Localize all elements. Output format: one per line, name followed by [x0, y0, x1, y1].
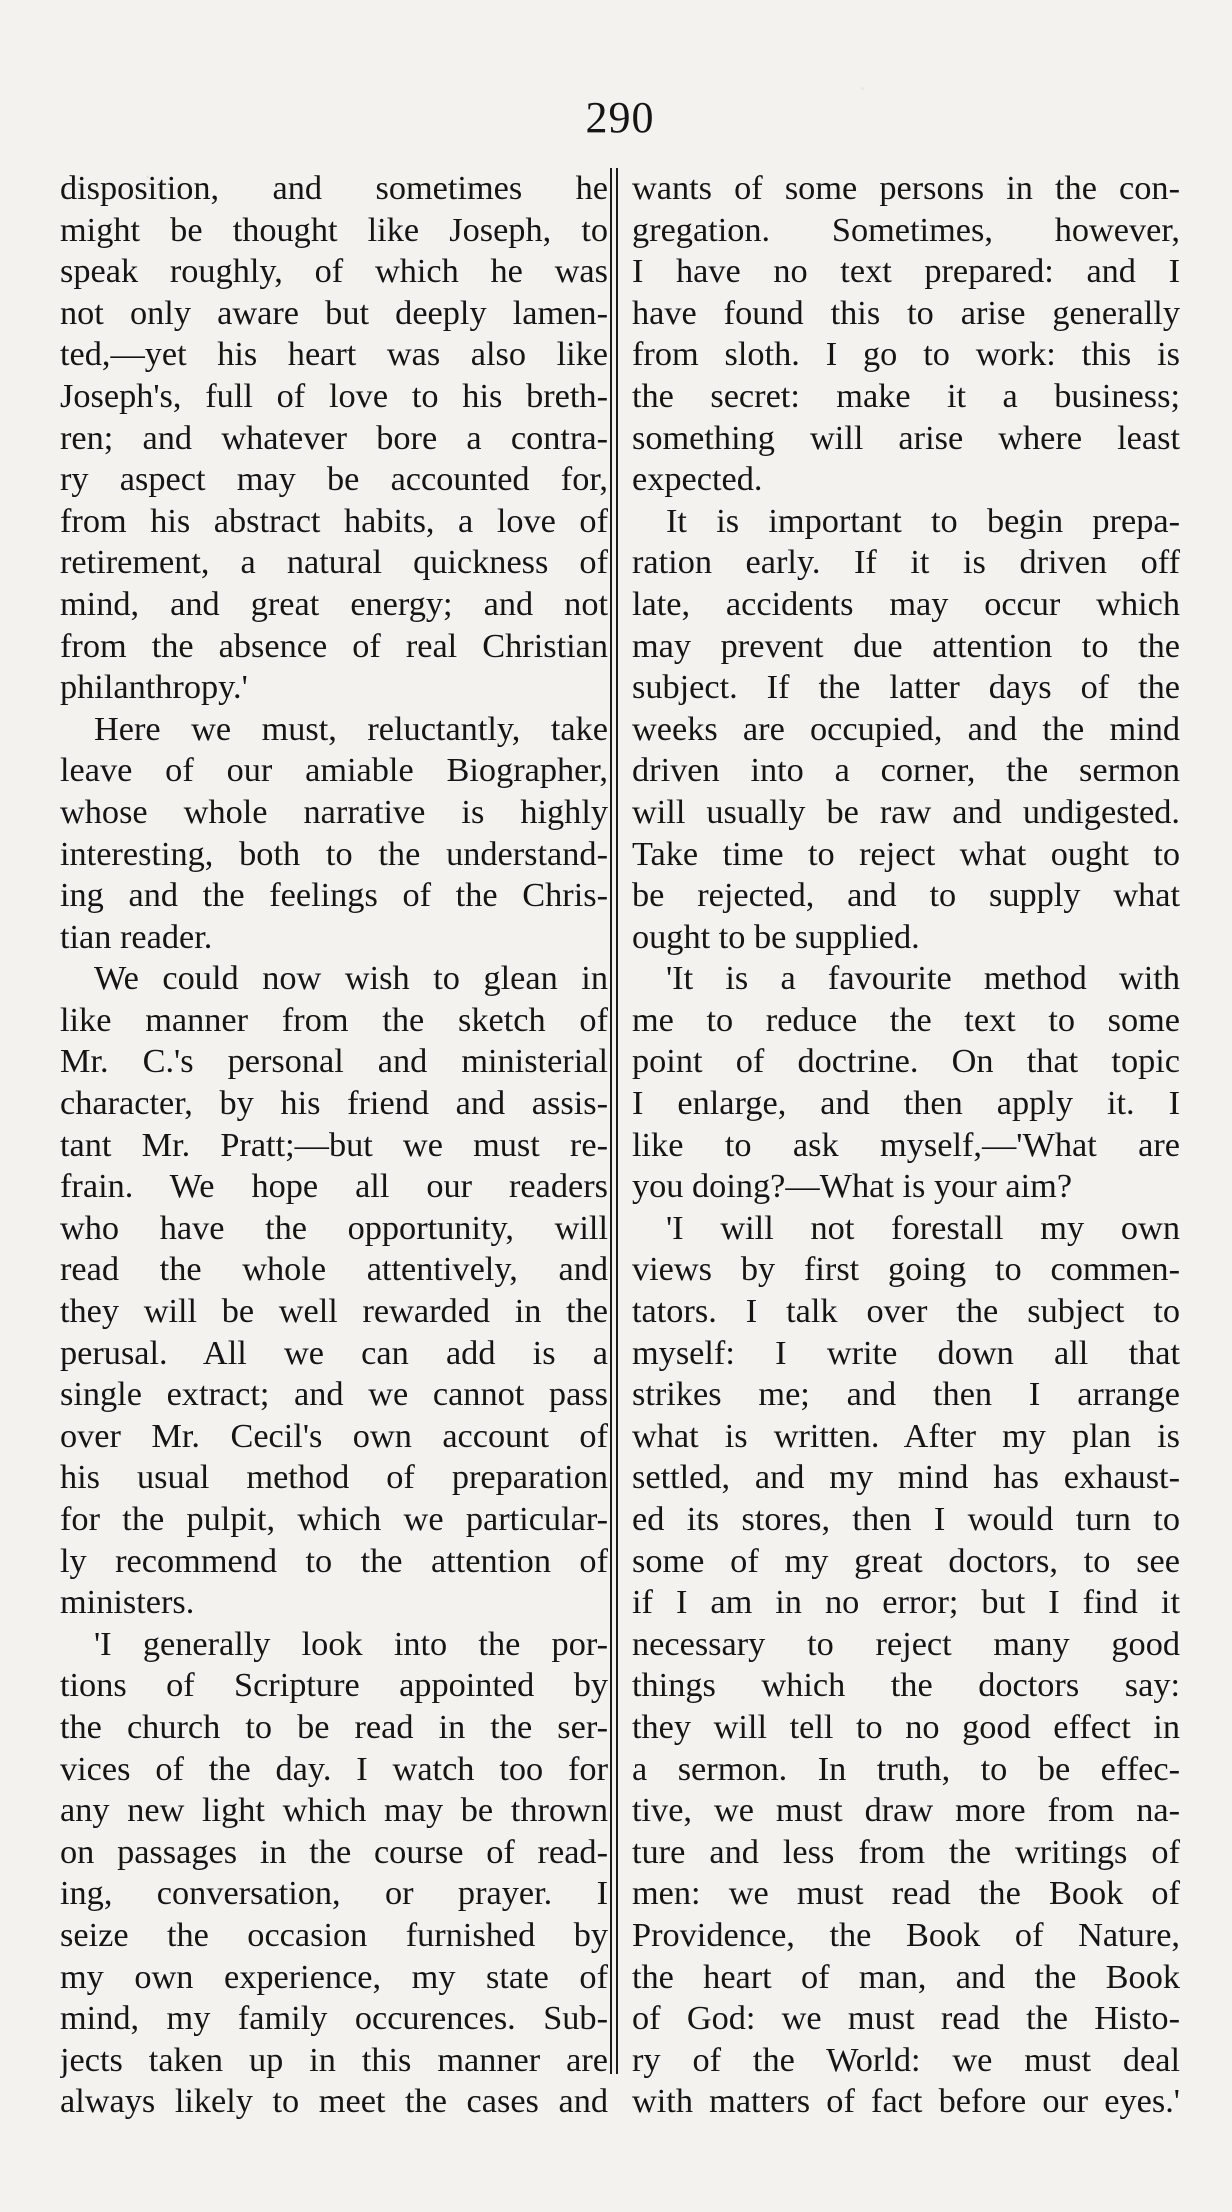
- text-line: gregation. Sometimes, however,: [632, 210, 1180, 249]
- text-line: ought to be supplied.: [632, 917, 920, 956]
- text-line: leave of our amiable Biographer,: [60, 751, 608, 790]
- text-line: if I am in no error; but I find it: [632, 1583, 1180, 1622]
- text-line: ed its stores, then I would turn to: [632, 1500, 1180, 1538]
- text-line: a sermon. In truth, to be effec-: [632, 1749, 1180, 1788]
- text-line: like to ask myself,—'What are: [632, 1125, 1180, 1164]
- left-text-column: [60, 168, 608, 2123]
- text-line: may prevent due attention to the: [632, 626, 1180, 665]
- text-line: the church to be read in the ser-: [60, 1707, 608, 1746]
- text-line: interesting, both to the understand-: [60, 834, 608, 873]
- text-line: weeks are occupied, and the mind: [632, 709, 1180, 748]
- text-line: mind, and great energy; and not: [60, 584, 608, 623]
- text-line: 'I will not forestall my own: [666, 1208, 1180, 1247]
- text-line: read the whole attentively, and: [60, 1250, 608, 1289]
- text-line: mind, my family occurences. Sub-: [60, 1999, 608, 2038]
- text-line: things which the doctors say:: [632, 1666, 1180, 1705]
- text-line: late, accidents may occur which: [632, 584, 1180, 623]
- text-line: men: we must read the Book of: [632, 1874, 1180, 1913]
- text-line: you doing?—What is your aim?: [632, 1167, 1073, 1206]
- text-line: I enlarge, and then apply it. I: [632, 1084, 1180, 1123]
- text-line: subject. If the latter days of the: [632, 668, 1180, 707]
- text-line: always likely to meet the cases and: [60, 2082, 608, 2121]
- text-line: views by first going to commen-: [632, 1250, 1180, 1289]
- right-text-column: [632, 168, 1180, 2123]
- text-line: 'It is a favourite method with: [666, 959, 1180, 998]
- column-divider-rule: [610, 168, 612, 2074]
- text-line: like manner from the sketch of: [60, 1000, 608, 1039]
- text-line: Joseph's, full of love to his breth-: [60, 376, 608, 415]
- text-line: they will be well rewarded in the: [60, 1292, 608, 1331]
- text-line: over Mr. Cecil's own account of: [60, 1416, 608, 1455]
- text-line: his usual method of preparation: [60, 1458, 608, 1497]
- text-line: on passages in the course of read-: [60, 1832, 608, 1871]
- text-line: be rejected, and to supply what: [632, 876, 1180, 915]
- text-line: ture and less from the writings of: [632, 1832, 1180, 1871]
- text-line: wants of some persons in the con-: [632, 169, 1180, 207]
- text-line: ing and the feelings of the Chris-: [60, 876, 608, 915]
- text-line: philanthropy.': [60, 668, 248, 707]
- text-line: strikes me; and then I arrange: [632, 1375, 1180, 1414]
- text-line: from his abstract habits, a love of: [60, 501, 608, 540]
- text-line: tive, we must draw more from na-: [632, 1791, 1180, 1830]
- text-line: what is written. After my plan is: [632, 1416, 1180, 1455]
- text-line: who have the opportunity, will: [60, 1208, 608, 1247]
- text-line: expected.: [632, 460, 763, 499]
- text-line: ry aspect may be accounted for,: [60, 460, 608, 499]
- text-line: necessary to reject many good: [632, 1624, 1180, 1663]
- text-line: me to reduce the text to some: [632, 1000, 1180, 1039]
- text-line: Providence, the Book of Nature,: [632, 1915, 1180, 1954]
- text-line: ted,—yet his heart was also like: [60, 335, 608, 374]
- text-line: ry of the World: we must deal: [632, 2040, 1180, 2079]
- text-line: single extract; and we cannot pass: [60, 1375, 608, 1414]
- text-line: retirement, a natural quickness of: [60, 543, 608, 582]
- text-line: my own experience, my state of: [60, 1957, 608, 1996]
- text-line: We could now wish to glean in: [94, 959, 608, 998]
- text-line: tions of Scripture appointed by: [60, 1666, 608, 1705]
- text-line: seize the occasion furnished by: [60, 1915, 608, 1954]
- text-line: tators. I talk over the subject to: [632, 1292, 1180, 1331]
- text-line: the heart of man, and the Book: [632, 1957, 1180, 1996]
- text-line: for the pulpit, which we particular-: [60, 1500, 608, 1538]
- text-line: some of my great doctors, to see: [632, 1541, 1180, 1580]
- text-line: settled, and my mind has exhaust-: [632, 1458, 1180, 1497]
- text-line: driven into a corner, the sermon: [632, 751, 1180, 790]
- text-line: frain. We hope all our readers: [60, 1167, 608, 1206]
- text-line: jects taken up in this manner are: [60, 2040, 608, 2079]
- text-line: tian reader.: [60, 917, 213, 956]
- text-line: It is important to begin prepa-: [666, 501, 1180, 540]
- text-line: ministers.: [60, 1583, 195, 1622]
- text-line: have found this to arise generally: [632, 293, 1180, 332]
- page-number: 290: [585, 93, 655, 142]
- text-line: might be thought like Joseph, to: [60, 210, 608, 249]
- text-line: perusal. All we can add is a: [60, 1333, 608, 1372]
- text-line: whose whole narrative is highly: [60, 792, 608, 831]
- text-line: of God: we must read the Histo-: [632, 1999, 1180, 2038]
- text-line: vices of the day. I watch too for: [60, 1749, 608, 1788]
- text-line: speak roughly, of which he was: [60, 252, 608, 291]
- text-line: ren; and whatever bore a contra-: [60, 418, 608, 457]
- text-line: not only aware but deeply lamen-: [60, 293, 608, 332]
- text-line: will usually be raw and undigested.: [632, 792, 1180, 831]
- text-line: I have no text prepared: and I: [632, 252, 1180, 291]
- text-line: myself: I write down all that: [632, 1333, 1180, 1372]
- text-line: with matters of fact before our eyes.': [632, 2082, 1180, 2121]
- text-line: Take time to reject what ought to: [632, 834, 1180, 873]
- text-line: ly recommend to the attention of: [60, 1541, 608, 1580]
- text-line: they will tell to no good effect in: [632, 1707, 1180, 1746]
- text-line: ing, conversation, or prayer. I: [60, 1874, 608, 1913]
- text-line: Here we must, reluctantly, take: [94, 709, 608, 748]
- text-line: from the absence of real Christian: [60, 626, 608, 665]
- text-line: any new light which may be thrown: [60, 1791, 608, 1830]
- text-line: the secret: make it a business;: [632, 376, 1180, 415]
- text-line: Mr. C.'s personal and ministerial: [60, 1042, 608, 1081]
- text-line: tant Mr. Pratt;—but we must re-: [60, 1125, 608, 1164]
- text-line: from sloth. I go to work: this is: [632, 335, 1180, 374]
- text-line: point of doctrine. On that topic: [632, 1042, 1180, 1081]
- text-line: character, by his friend and assis-: [60, 1084, 608, 1123]
- text-line: 'I generally look into the por-: [94, 1624, 608, 1663]
- text-line: disposition, and sometimes he: [60, 169, 608, 207]
- column-divider-rule: [616, 168, 618, 2074]
- text-line: something will arise where least: [632, 418, 1180, 457]
- text-line: ration early. If it is driven off: [632, 543, 1180, 582]
